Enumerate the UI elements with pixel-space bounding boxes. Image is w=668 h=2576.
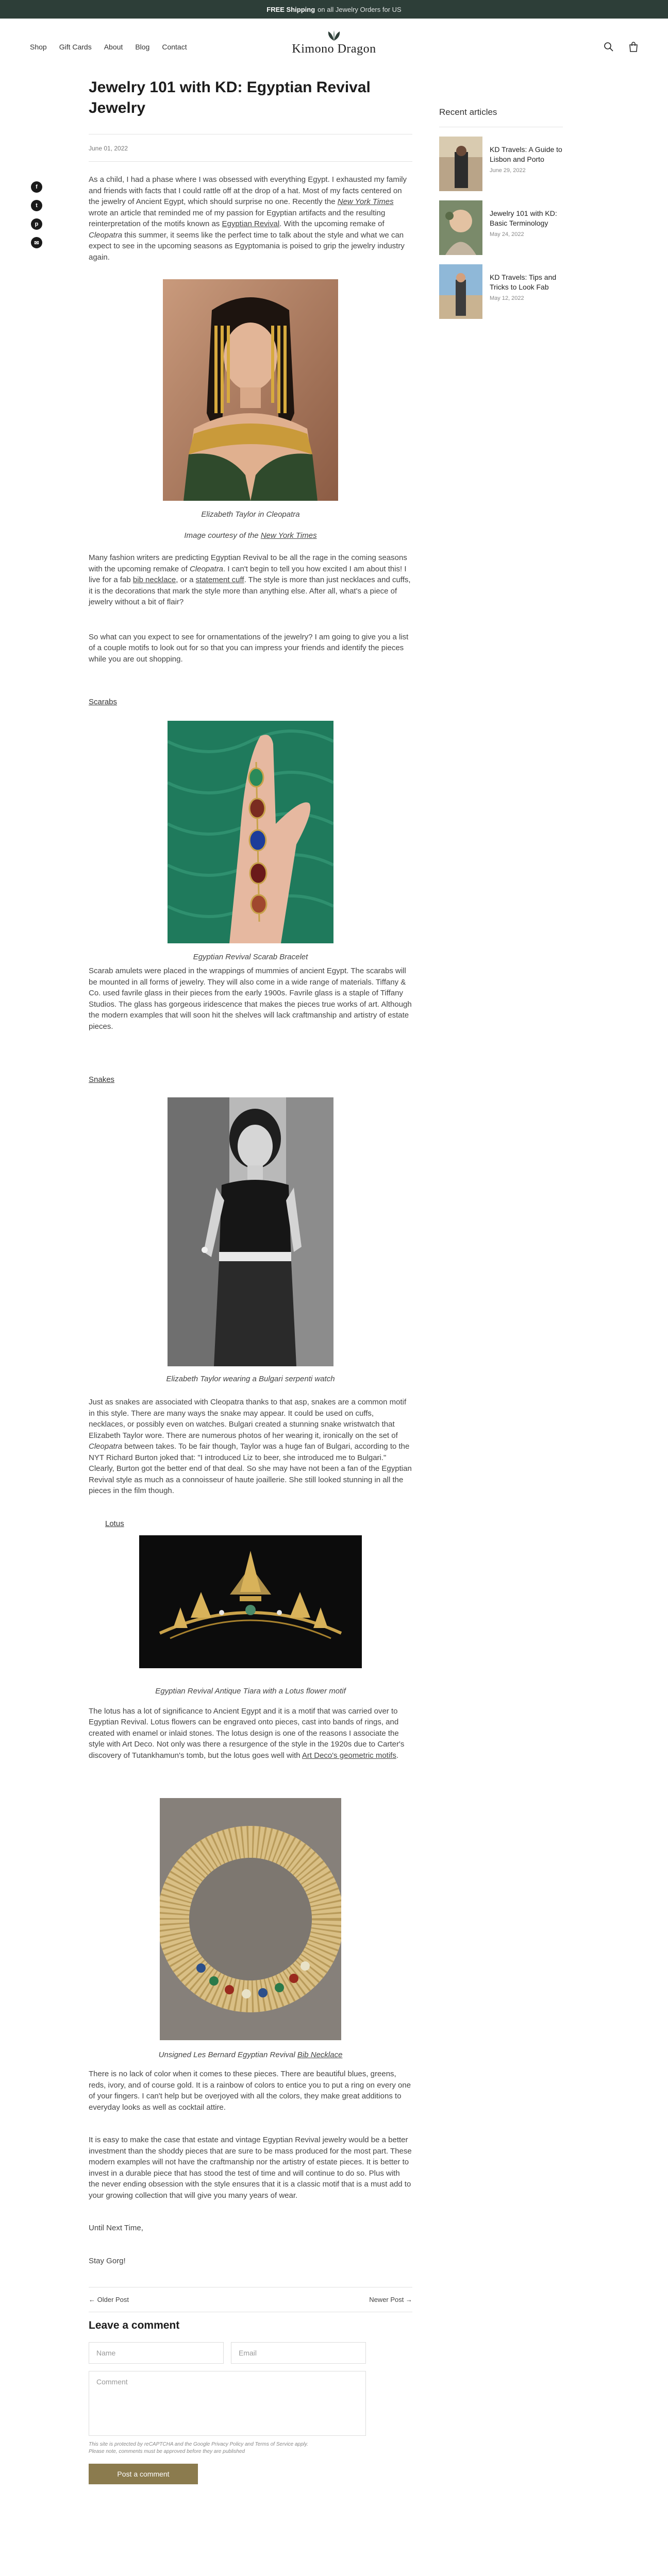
comment-heading: Leave a comment (89, 2319, 180, 2331)
site-header (0, 19, 668, 75)
post-comment-button[interactable]: Post a comment (89, 2464, 198, 2484)
paragraph-text: between takes. To be fair though, Taylor was a huge fan of Bulgari, according to the NYT Richard Burton joked that: "I introduced Liz to beer, she introduced me to Bulgari." Clearly, Burton got the better end of that deal. So she may have not been a fan of the Egyptian Revival style as much as a connoisseur of haute joaillerie. She still looked stunning in all the pieces in the film though. (89, 1442, 412, 1495)
announcement-bold: FREE Shipping (266, 5, 315, 13)
snakes-paragraph (89, 1397, 412, 1497)
caption-tiara: Egyptian Revival Antique Tiara with a Lotus flower motif (155, 1686, 346, 1696)
divider (89, 161, 412, 162)
inline-link[interactable]: statement cuff (195, 575, 244, 584)
email-icon[interactable]: ✉ (31, 237, 42, 248)
paragraph-text: , or a (176, 575, 196, 584)
comment-textarea[interactable]: Comment (89, 2371, 366, 2436)
share-bar (31, 181, 42, 248)
brand-name: Kimono Dragon (292, 42, 376, 56)
nyt-link[interactable]: New York Times (260, 531, 317, 540)
bulgari-watch-photo (168, 1097, 333, 1366)
caption-scarab: Egyptian Revival Scarab Bracelet (193, 953, 308, 961)
site-logo[interactable] (289, 30, 379, 56)
post-title[interactable]: KD Travels: A Guide to Lisbon and Porto (490, 145, 562, 163)
cleopatra-photo (163, 279, 338, 501)
nav-about[interactable]: About (104, 43, 123, 51)
paragraph-text: wrote an article that reminded me of my passion for Egyptian artifacts and the resulting reinterpretation of the motifs known as (89, 208, 386, 228)
post-thumbnail (439, 264, 482, 319)
scarab-bracelet-photo (168, 721, 333, 943)
bib-necklace-link[interactable]: Bib Necklace (297, 2050, 343, 2059)
lotus-paragraph (89, 1706, 412, 1761)
comment-name-email-row (89, 2342, 412, 2364)
announcement-text: on all Jewelry Orders for US (318, 5, 402, 13)
signoff-line: Until Next Time, (89, 2224, 143, 2232)
snakes-heading: Snakes (89, 1075, 115, 1084)
twitter-icon[interactable]: t (31, 200, 42, 211)
bib-necklace-photo (160, 1798, 341, 2040)
recent-articles-heading: Recent articles (439, 107, 497, 117)
lotus-tiara-photo (139, 1535, 362, 1668)
article (89, 75, 412, 2484)
inline-link[interactable]: bib necklace (132, 575, 176, 584)
main-nav (30, 43, 187, 51)
paragraph-text: . With the upcoming remake of (279, 219, 385, 228)
post-date: June 29, 2022 (490, 167, 526, 174)
recent-post[interactable] (439, 200, 563, 255)
approval-notice: Please note, comments must be approved before they are published (89, 2449, 245, 2454)
nav-blog[interactable]: Blog (135, 43, 150, 51)
lotus-heading: Lotus (105, 1519, 124, 1528)
inline-link[interactable]: Art Deco's geometric motifs (302, 1751, 396, 1760)
paragraph-text: this summer, it seems like the perfect time to talk about the style and what we can expect to see in the upcoming seasons as Egyptomania is poised to grip the jewelry industry again. (89, 230, 405, 262)
signoff-line-2: Stay Gorg! (89, 2256, 126, 2265)
post-date: May 24, 2022 (490, 231, 524, 238)
nav-contact[interactable]: Contact (162, 43, 187, 51)
post-title[interactable]: Jewelry 101 with KD: Basic Terminology (490, 209, 557, 227)
caption-bulgari: Elizabeth Taylor wearing a Bulgari serpenti watch (166, 1375, 335, 1383)
facebook-icon[interactable]: f (31, 181, 42, 193)
paragraph-text: As a child, I had a phase where I was obsessed with everything Egypt. I exhausted my family and friends with facts that I could rattle off at the drop of a hat. Most of my facts centered on the jewelry of Ancient Egypt, which should surprise no one. Recently the (89, 175, 407, 206)
nav-shop[interactable]: Shop (30, 43, 47, 51)
search-icon[interactable] (603, 41, 614, 53)
pinterest-icon[interactable]: p (31, 218, 42, 230)
post-pagination (89, 2296, 412, 2303)
recaptcha-notice: This site is protected by reCAPTCHA and the Google Privacy Policy and Terms of Service apply. (89, 2442, 308, 2447)
caption-cleopatra: Elizabeth Taylor in Cleopatra (201, 510, 300, 519)
post-thumbnail (439, 200, 482, 255)
caption-necklace (89, 2050, 412, 2059)
paragraph-text: Many fashion writers are predicting Egyptian Revival to be all the rage in the coming seasons with the upcoming remake of (89, 553, 407, 573)
paragraph-text: Cleopatra (189, 564, 223, 573)
inline-link[interactable]: New York Times (337, 197, 394, 206)
credit-text: Image courtesy of the (184, 531, 261, 540)
intro-paragraph (89, 174, 412, 263)
newer-post-link[interactable]: Newer Post → (369, 2296, 412, 2303)
paragraph-text: Cleopatra (89, 1442, 123, 1451)
header-icons (603, 41, 639, 53)
name-field[interactable]: Name (89, 2342, 224, 2364)
post-date: May 12, 2022 (490, 295, 524, 301)
paragraph-text: . I can't begin to tell you how excited I am about this! I live for a fab (89, 564, 407, 584)
recent-post[interactable] (439, 264, 563, 319)
necklace-caption-text: Unsigned Les Bernard Egyptian Revival (158, 2050, 297, 2059)
motifs-intro-paragraph: So what can you expect to see for ornamentations of the jewelry? I am going to give you a list of a couple motifs to look out for so that you can impress your friends and identify the pieces while you are out shopping. (89, 632, 409, 664)
inline-link[interactable]: Egyptian Revival (222, 219, 280, 228)
nav-gift-cards[interactable]: Gift Cards (59, 43, 92, 51)
leaf-logo-icon (325, 30, 343, 41)
older-post-link[interactable]: ← Older Post (89, 2296, 129, 2303)
caption-credit (89, 531, 412, 540)
fashion-paragraph (89, 552, 412, 608)
article-title: Jewelry 101 with KD: Egyptian Revival Jewelry (89, 79, 371, 116)
sidebar (439, 107, 563, 328)
cart-icon[interactable] (628, 41, 639, 53)
investment-paragraph: It is easy to make the case that estate and vintage Egyptian Revival jewelry would be a better investment than the shoddy pieces that are sure to be mass produced for the most part. These modern examples will not have the craftmanship nor the artistry of estate pieces. It is better to invest in a durable piece that has stood the test of time and will continue to do so. Plus with the never ending obsession with the style ensures that it is a classic motif that is a must add to your growing collection that will give you many years of wear. (89, 2136, 412, 2200)
paragraph-text: . (396, 1751, 399, 1760)
paragraph-text: Just as snakes are associated with Cleopatra thanks to that asp, snakes are a common motif in this style. There are many ways the snake may appear. It could be used on cuffs, necklaces, or possibly even on watches. Bulgari created a stunning snake wristwatch that Elizabeth Taylor wore. There are numerous photos of her wearing it, ironically on the set of (89, 1398, 407, 1440)
recent-post[interactable] (439, 137, 563, 191)
paragraph-text: The lotus has a lot of significance to Ancient Egypt and it is a motif that was carried over to Egyptian Revival. Lotus flowers can be engraved onto pieces, cast into bands of rings, and created with enamel or inlaid stones. The lotus design is one of the reasons I associate the style with Art Deco. Not only was there a resurgence of the style in the 1920s due to Carter's discovery of Tutankhamun's tomb, but the lotus goes well with (89, 1706, 405, 1760)
paragraph-text: . The style is more than just necklaces and cuffs, it is the decorations that mark the style more than anything else. After all, what's a piece of jewelry without a bit of flair? (89, 575, 411, 606)
announcement-bar (0, 0, 668, 19)
article-date: June 01, 2022 (89, 145, 128, 152)
email-field[interactable]: Email (231, 2342, 366, 2364)
scarabs-paragraph: Scarab amulets were placed in the wrappings of mummies of ancient Egypt. The scarabs will be mounted in all forms of jewelry. They will also come in a wide range of materials. Tiffany & Co. used favrile glass in their pieces from the early 1900s. Favrile glass is a staple of Tiffany Studios. The glass has gorgeous iridescence that makes the pieces true works of art. Although the modern examples that will soon hit the shelves will lack craftmanship and artistry of estate pieces. (89, 967, 412, 1031)
post-title[interactable]: KD Travels: Tips and Tricks to Look Fab (490, 273, 557, 291)
paragraph-text: Cleopatra (89, 230, 123, 240)
post-thumbnail (439, 137, 482, 191)
scarabs-heading: Scarabs (89, 698, 118, 706)
colors-paragraph: There is no lack of color when it comes to these pieces. There are beautiful blues, greens, reds, ivory, and of course gold. It is a rainbow of colors to entice you to put a ring on every one of your fingers. I can't help but be overjoyed with all the colors, they make great additions to everyday looks as well as cocktail attire. (89, 2070, 411, 2112)
